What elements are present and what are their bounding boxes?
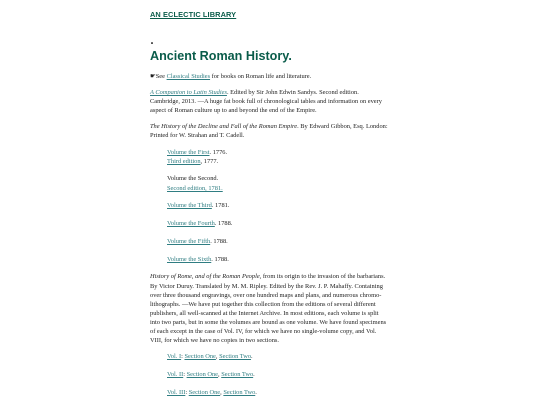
duruy-volume-2: Vol. II: Section One, Section Two. — [167, 370, 255, 378]
volume-third-link[interactable]: Volume the Third — [167, 202, 212, 210]
gibbon-volume-3: Volume the Third. 1781. — [167, 202, 230, 210]
volume-fifth-link[interactable]: Volume the Fifth — [167, 237, 211, 245]
duruy-volume-3: Vol. III: Section One, Section Two. — [167, 388, 257, 396]
page-content: AN ECLECTIC LIBRARY . Ancient Roman History. ☛See Classical Studies for books on Roman life and literature. A Companion to Latin Studies. Edited by Sir John Edwin Sandys. Second edition. Cambridge, 2013. —A huge fat book full of chronological tables and information on every aspect of Roman culture up to and beyond the end of the Empire. The History of the Decline and Fall of the Roman Empire. By Edward Gibbon, Esq. London: Printed for W. Strahan and T. Cadell. Volume the First. 1776. Third edition, 1777. Volume the Second. Second edition, 1781. Volume the Third. 1781. Volume the Fourth. 1788. Volume the Fifth. 1788. Volume the Sixth. 1788. History of Rome, and of the Roman People, from its origin to the invasion of the barbarians. By Victor Duruy. Translated by M. M. Ripley. Edited by the Rev. J. P. Mahaffy. Containing over three thousand engravings, over one hundred maps and plans, and numerous chromo-lithographs. —We have put together this collection from the editions of several different publishers, all well-scanned at the Internet Archive. In most editions, each volume is split into two parts, but in some the volumes are bound as one volume. We have found specimens of each except in the case of Vol. IV, for which we have no single-volume copy, and Vol. VIII, for which we have no copies in two sections. Vol. I: Section One, Section Two. Vol. II: Section One, Section Two. Vol. III: Section One, Section Two. — [150, 0, 390, 397]
duruy-vol-2-section-one-link[interactable]: Section One — [186, 370, 219, 378]
duruy-vol-1-link[interactable]: Vol. I — [167, 353, 182, 361]
volume-first-link[interactable]: Volume the First — [167, 148, 210, 156]
duruy-vol-3-link[interactable]: Vol. III — [167, 388, 186, 396]
entry-duruy: History of Rome, and of the Roman People, from its origin to the invasion of the barbarians. By Victor Duruy. Translated by M. M. Ripley. Edited by the Rev. J. P. Mahaffy. Containing over three thousand engravings, over one hundred maps and plans, and numerous chromo-lithographs. —We have put together this collection from the editions of several different publishers, all well-scanned at the Internet Archive. In most editions, each volume is split into two parts, but in some the volumes are bound as one volume. We have found specimens of each except in the case of Vol. IV, for which we have no single-volume copy, and Vol. VIII, for which we have no copies in two sections. — [150, 273, 387, 345]
entry-gibbon: The History of the Decline and Fall of the Roman Empire. By Edward Gibbon, Esq. London: Printed for W. Strahan and T. Cadell. — [150, 123, 388, 140]
entry-companion: A Companion to Latin Studies. Edited by Sir John Edwin Sandys. Second edition. Cambridge, 2013. —A huge fat book full of chronological tables and information on every aspect of Roman culture up to and beyond the end of the Empire. — [150, 89, 382, 115]
gibbon-volume-1: Volume the First. 1776. Third edition, 1777. — [167, 148, 228, 165]
volume-fourth-link[interactable]: Volume the Fourth — [167, 220, 215, 228]
see-also-note: ☛See Classical Studies for books on Roman life and literature. — [150, 73, 312, 80]
duruy-vol-3-section-two-link[interactable]: Section Two — [223, 388, 256, 396]
pointing-hand-icon: ☛ — [150, 73, 156, 80]
duruy-vol-2-section-two-link[interactable]: Section Two — [221, 370, 254, 378]
duruy-vol-2-link[interactable]: Vol. II — [167, 370, 184, 378]
duruy-vol-1-section-one-link[interactable]: Section One — [184, 353, 216, 361]
classical-studies-link[interactable]: Classical Studies — [166, 73, 211, 80]
gibbon-volume-6: Volume the Sixth. 1788. — [167, 255, 229, 263]
duruy-vol-3-section-one-link[interactable]: Section One — [188, 388, 221, 396]
duruy-volume-1: Vol. I: Section One, Section Two. — [167, 353, 253, 361]
volume-sixth-link[interactable]: Volume the Sixth — [167, 255, 212, 263]
duruy-vol-1-section-two-link[interactable]: Section Two — [219, 353, 252, 361]
third-edition-link[interactable]: Third edition — [167, 157, 201, 165]
gibbon-volume-5: Volume the Fifth. 1788. — [167, 237, 228, 245]
page-title: Ancient Roman History. — [150, 49, 292, 63]
companion-latin-studies-link[interactable]: A Companion to Latin Studies — [150, 89, 227, 97]
gibbon-volume-2: Volume the Second. Second edition, 1781. — [167, 175, 223, 192]
second-edition-link[interactable]: Second edition, 1781. — [167, 184, 223, 192]
gibbon-volume-4: Volume the Fourth. 1788. — [167, 220, 233, 228]
site-home-link[interactable]: AN ECLECTIC LIBRARY — [150, 10, 237, 19]
